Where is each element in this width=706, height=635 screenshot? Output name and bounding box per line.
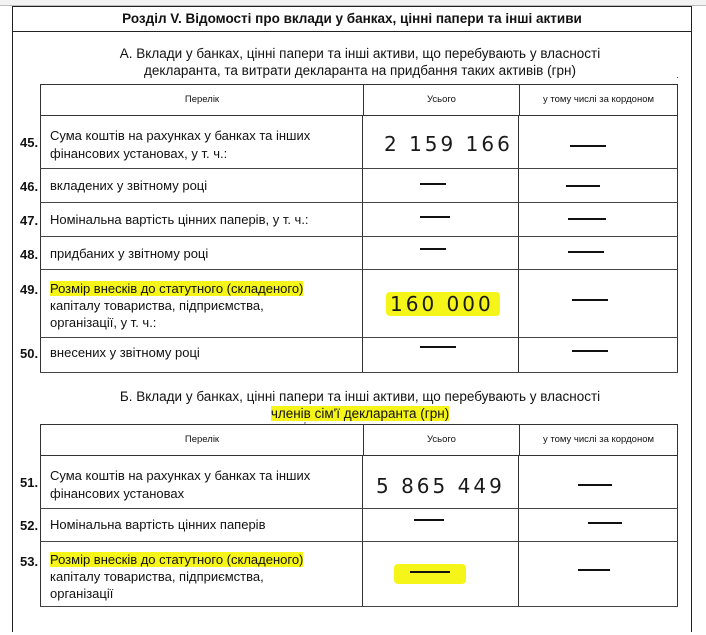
row-label: фінансових установах [50,486,185,501]
dash-mark [578,569,610,571]
dash-mark [588,522,622,524]
row-label: Номінальна вартість цінних паперів, у т. ч.: [50,212,309,227]
header-abroad: у тому числі за кордоном [519,85,677,115]
part-b-table-header [40,424,678,456]
header-list: Перелік [184,94,220,105]
grid-line [40,116,41,372]
row-label: фінансових установах, у т. ч.: [50,146,228,161]
section-title: Розділ V. Відомості про вклади у банках, цінні папери та інші активи [12,6,692,32]
part-b-title-line1: Б. Вклади у банках, цінні папери та інші активи, що перебувають у власності [119,389,601,404]
row-label: Сума коштів на рахунках у банках та інших [50,128,311,143]
row-label: організації, у т. ч.: [50,315,157,330]
dash-mark [572,299,608,301]
stray-mark: . [676,70,679,81]
row-number: 49. [20,282,39,297]
dash-mark [566,185,600,187]
grid-line [40,168,678,169]
highlight-mark [394,564,466,584]
grid-line [677,456,678,606]
grid-line [518,116,519,372]
header-total: Усього [363,425,519,455]
dash-mark [570,145,606,147]
row-label: Сума коштів на рахунках у банках та інших [50,468,311,483]
dash-mark [420,346,456,348]
part-b-title-line2 [40,405,680,422]
header-abroad: у тому числі за кордоном [519,425,677,455]
grid-line [40,372,678,373]
grid-line [40,202,678,203]
grid-line [362,456,363,606]
handwritten-total: 5 865 449 [376,474,505,498]
grid-line [40,606,678,607]
row-number: 53. [20,554,39,569]
dash-mark [410,571,450,573]
row-label: придбаних у звітному році [50,246,209,261]
dash-mark [420,248,446,250]
dash-mark [568,251,604,253]
dash-mark [420,183,446,185]
handwritten-total: 160 000 [390,292,494,316]
row-number: 46. [20,179,39,194]
row-number: 47. [20,213,39,228]
grid-line [40,236,678,237]
header-total: Усього [363,85,519,115]
row-label: капіталу товариства, підприємства, [50,298,264,313]
row-number: 52. [20,518,39,533]
header-list: Перелік [184,434,220,445]
row-number: 48. [20,247,39,262]
row-label [50,552,303,568]
dash-mark [578,484,612,486]
part-a-title-line2: декларанта, та витрати декларанта на придбання таких активів (грн) [144,63,576,78]
dash-mark [572,350,608,352]
row-number: 51. [20,475,39,490]
part-a-table-header [40,84,678,116]
dash-mark [568,218,606,220]
grid-line [40,456,41,606]
grid-line [362,116,363,372]
dash-mark [420,216,450,218]
grid-line [40,541,678,542]
row-number: 50. [20,346,39,361]
grid-line [40,269,678,270]
highlighted-label: Розмір внесків до статутного (складеного) [50,552,304,567]
stray-mark: ' [304,421,306,432]
grid-line [518,456,519,606]
row-label: внесених у звітному році [50,345,200,360]
row-label: вкладених у звітному році [50,178,208,193]
handwritten-total: 2 159 166 [384,132,513,156]
grid-line [677,116,678,372]
highlighted-title: членів сім'ї декларанта (грн) [270,406,450,421]
row-label [50,281,303,297]
part-a-title-line1: А. Вклади у банках, цінні папери та інші активи, що перебувають у власності [119,46,601,61]
highlighted-label: Розмір внесків до статутного (складеного) [50,281,304,296]
grid-line [40,337,678,338]
grid-line [40,508,678,509]
row-label: організації [50,586,114,601]
row-number: 45. [20,135,39,150]
dash-mark [414,519,444,521]
row-label: Номінальна вартість цінних паперів [50,517,266,532]
row-label: капіталу товариства, підприємства, [50,569,264,584]
